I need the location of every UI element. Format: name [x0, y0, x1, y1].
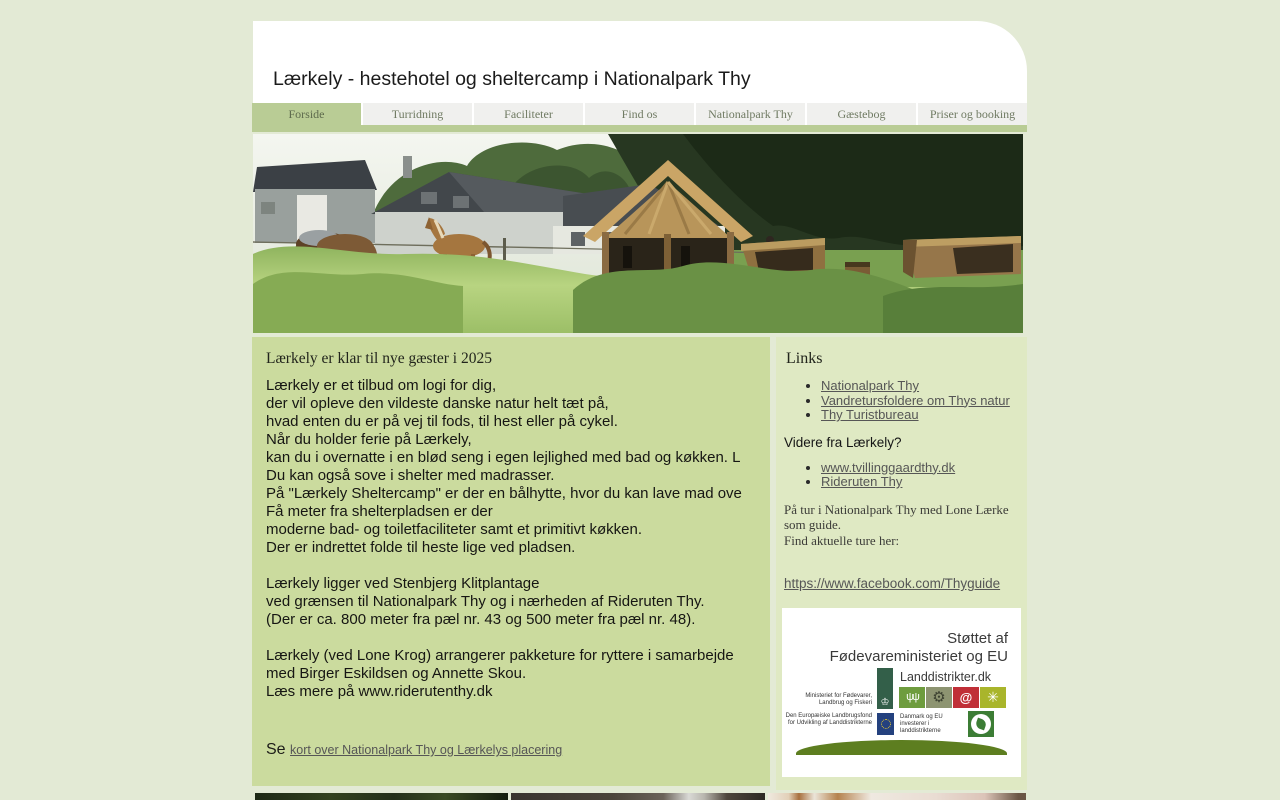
links-heading: Links [786, 350, 823, 367]
paragraph-1 [266, 377, 770, 557]
main-nav [252, 103, 1027, 125]
guide-text-line2: Find aktuelle ture her: [784, 532, 900, 548]
tab-turridning[interactable]: Turridning [363, 103, 472, 125]
text-line: Der er indrettet folde til heste lige ved pladsen. [266, 539, 576, 556]
landdistrikter-brand: Landdistrikter.dk [900, 670, 992, 684]
see-prefix-label: Se [266, 741, 286, 758]
text-line: ved grænsen til Nationalpark Thy og i nærheden af Rideruten Thy. [266, 593, 705, 610]
text-line: hvad enten du er på vej til fods, til hest eller på cykel. [266, 413, 618, 430]
text-line: der vil opleve den vildeste danske natur helt tæt på, [266, 395, 609, 412]
text-line: moderne bad- og toiletfaciliteter samt et primitivt køkken. [266, 521, 642, 538]
paragraph-3 [266, 647, 770, 701]
see-map-line [266, 741, 770, 759]
ministry-crown-icon: ♔ [877, 668, 893, 709]
text-line: kan du i overnatte i en blød seng i egen lejlighed med bad og køkken. L [266, 449, 741, 466]
link-tvillinggaardthy[interactable]: www.tvillinggaardthy.dk [821, 459, 956, 475]
guide-text [784, 502, 1014, 549]
nav-underline-strip [252, 125, 1027, 132]
landdistrikter-tiles [899, 687, 1007, 708]
link-thy-turistbureau[interactable]: Thy Turistbureau [821, 407, 919, 422]
banner-photo [253, 134, 1023, 333]
main-content [252, 337, 770, 786]
ministry-text: Ministeriet for Fødevarer, Landbrug og Fiskeri [805, 693, 872, 706]
eu-flag-icon [877, 713, 894, 735]
more-links-list [776, 461, 1027, 490]
list-item [821, 379, 1027, 394]
content-heading: Lærkely er klar til nye gæster i 2025 [266, 350, 492, 367]
banner-photo-illustration [253, 134, 1023, 333]
invest-text: Danmark og EU investerer i landdistrikterne [900, 714, 943, 734]
list-item [821, 394, 1027, 409]
eu-stars [881, 719, 891, 729]
link-vandretursfoldere[interactable]: Vandretursfoldere om Thys natur [821, 392, 1010, 408]
support-text-line2: Fødevareministeriet og EU [829, 648, 1008, 665]
text-line: Læs mere på www.riderutenthy.dk [266, 683, 493, 700]
support-logo-box [782, 608, 1021, 777]
link-nationalpark-thy[interactable]: Nationalpark Thy [821, 378, 920, 393]
tab-find-os[interactable]: Find os [585, 103, 694, 125]
guide-text-line1: På tur i Nationalpark Thy med Lone Lærke som guide. [784, 501, 1009, 532]
text-line: Lærkely er et tilbud om logi for dig, [266, 377, 497, 394]
at-icon: @ [953, 687, 979, 708]
sidebar [776, 337, 1027, 790]
text-line: med Birger Eskildsen og Annette Skou. [266, 665, 527, 682]
list-item [821, 461, 1027, 476]
text-line: Når du holder ferie på Lærkely, [266, 431, 472, 448]
gear-icon: ⚙ [926, 687, 952, 708]
text-line: Lærkely (ved Lone Krog) arrangerer pakketure for ryttere i samarbejde [266, 647, 734, 664]
support-text-line1: Støttet af [947, 630, 1008, 647]
eu-fund-text: Den Europæiske Landbrugsfond for Udvikling af Landdistrikterne [785, 713, 872, 726]
list-item [821, 408, 1027, 423]
text-line: På "Lærkely Sheltercamp" er der en bålhytte, hvor du kan lave mad ove [266, 485, 742, 502]
gallery-thumbnail-stable[interactable] [511, 793, 765, 800]
map-link[interactable]: kort over Nationalpark Thy og Lærkelys placering [290, 743, 563, 757]
tab-forside[interactable]: Forside [252, 103, 361, 125]
facebook-link[interactable]: https://www.facebook.com/Thyguide [784, 576, 1001, 591]
text-line: Du kan også sove i shelter med madrasser. [266, 467, 555, 484]
tab-gaestebog[interactable]: Gæstebog [807, 103, 916, 125]
flower-icon: ✳ [980, 687, 1006, 708]
links-list [776, 379, 1027, 423]
tab-priser-og-booking[interactable]: Priser og booking [918, 103, 1027, 125]
green-hill-graphic [796, 740, 1007, 755]
tab-nationalpark-thy[interactable]: Nationalpark Thy [696, 103, 805, 125]
gallery-thumbnail-horse[interactable] [768, 793, 1026, 800]
gallery-thumbnail-forest[interactable] [255, 793, 508, 800]
link-rideruten-thy[interactable]: Rideruten Thy [821, 474, 903, 489]
leaf-icon [968, 711, 994, 737]
list-item [821, 475, 1027, 490]
tab-faciliteter[interactable]: Faciliteter [474, 103, 583, 125]
paragraph-2 [266, 575, 770, 629]
text-line: Få meter fra shelterpladsen er der [266, 503, 493, 520]
text-line: (Der er ca. 800 meter fra pæl nr. 43 og 500 meter fra pæl nr. 48). [266, 611, 696, 628]
wheat-icon: ψψ [899, 687, 925, 708]
text-line: Lærkely ligger ved Stenbjerg Klitplantage [266, 575, 540, 592]
more-links-heading: Videre fra Lærkely? [784, 434, 902, 450]
page-title: Lærkely - hestehotel og sheltercamp i Nationalpark Thy [273, 68, 751, 90]
